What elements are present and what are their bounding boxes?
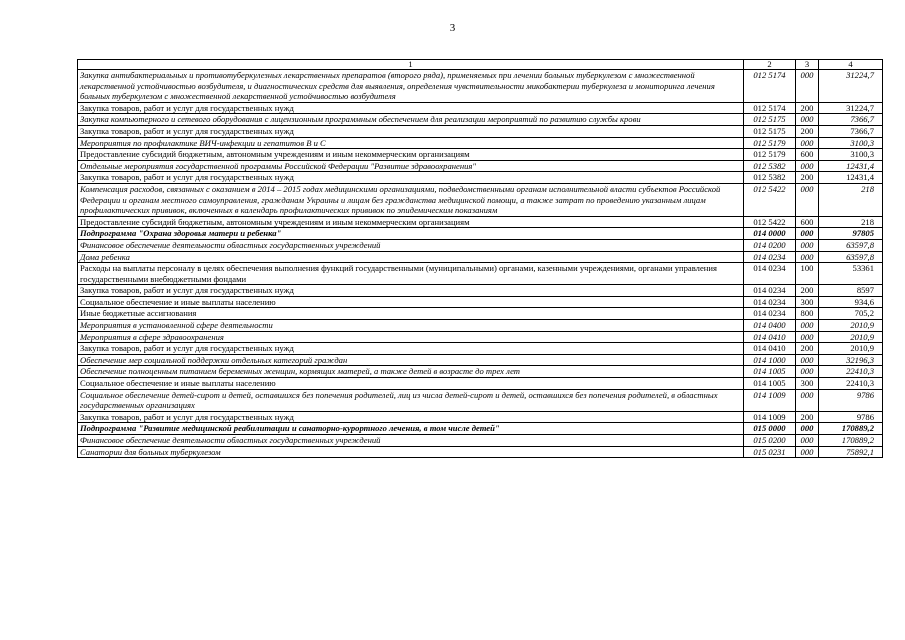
row-value: 53361 — [819, 263, 883, 285]
row-code: 014 1000 — [744, 354, 796, 366]
table-row — [78, 114, 883, 126]
row-type: 000 — [796, 160, 819, 172]
row-name: Обеспечение мер социальной поддержки отдельных категорий граждан — [78, 354, 744, 366]
row-code: 014 1009 — [744, 411, 796, 423]
row-value: 31224,7 — [819, 70, 883, 103]
table-row — [78, 423, 883, 435]
table-row — [78, 172, 883, 184]
row-type: 000 — [796, 446, 819, 458]
row-name: Предоставление субсидий бюджетным, автономным учреждениям и иным некоммерческим организациям — [78, 149, 744, 161]
row-name: Мероприятия в установленной сфере деятельности — [78, 320, 744, 332]
table-row — [78, 137, 883, 149]
table-row — [78, 343, 883, 355]
row-value: 3100,3 — [819, 137, 883, 149]
page-number: 3 — [449, 22, 456, 34]
row-name: Обеспечение полноценным питанием беременных женщин, кормящих матерей, а также детей в возрасте до трех лет — [78, 366, 744, 378]
table-row — [78, 251, 883, 263]
row-type: 200 — [796, 285, 819, 297]
row-code: 014 0000 — [744, 228, 796, 240]
table-row — [78, 228, 883, 240]
row-type: 000 — [796, 331, 819, 343]
row-type: 800 — [796, 308, 819, 320]
row-type: 200 — [796, 125, 819, 137]
row-type: 000 — [796, 239, 819, 251]
row-type: 000 — [796, 389, 819, 411]
row-value: 32196,3 — [819, 354, 883, 366]
row-name: Мероприятия в сфере здравоохранения — [78, 331, 744, 343]
row-code: 014 0234 — [744, 263, 796, 285]
row-name: Дома ребенка — [78, 251, 744, 263]
row-type: 300 — [796, 378, 819, 390]
row-name: Санатории для больных туберкулезом — [78, 446, 744, 458]
table-row — [78, 411, 883, 423]
row-code: 012 5179 — [744, 149, 796, 161]
row-type: 600 — [796, 216, 819, 228]
row-name: Компенсация расходов, связанных с оказанием в 2014 – 2015 годах медицинскими организациями, подведомственными органам исполнительной власти субъектов Российской Федерации и органам местного самоуправления, гражданам Украины и лицам без гражданства медицинской помощи, а также затрат по проведению указанным лицам профилактических прививок, включенных в календарь профилактических прививок по эпидемическим показаниям — [78, 183, 744, 216]
row-value: 97805 — [819, 228, 883, 240]
row-value: 218 — [819, 183, 883, 216]
header-col-1: 1 — [78, 60, 744, 70]
row-name: Социальное обеспечение и иные выплаты населению — [78, 378, 744, 390]
row-name: Закупка товаров, работ и услуг для государственных нужд — [78, 411, 744, 423]
row-value: 8597 — [819, 285, 883, 297]
row-type: 000 — [796, 366, 819, 378]
row-type: 200 — [796, 102, 819, 114]
row-value: 22410,3 — [819, 366, 883, 378]
row-name: Иные бюджетные ассигнования — [78, 308, 744, 320]
table-row — [78, 378, 883, 390]
table-row — [78, 102, 883, 114]
row-name: Социальное обеспечение и иные выплаты населению — [78, 296, 744, 308]
row-code: 014 0234 — [744, 308, 796, 320]
row-type: 000 — [796, 354, 819, 366]
row-name: Закупка компьютерного и сетевого оборудования с лицензионным программным обеспечением для реализации мероприятий по развитию службы крови — [78, 114, 744, 126]
row-name: Закупка товаров, работ и услуг для государственных нужд — [78, 125, 744, 137]
row-name: Закупка товаров, работ и услуг для государственных нужд — [78, 172, 744, 184]
row-code: 014 0234 — [744, 251, 796, 263]
row-value: 7366,7 — [819, 114, 883, 126]
table-row — [78, 125, 883, 137]
row-type: 000 — [796, 183, 819, 216]
table-row — [78, 285, 883, 297]
row-code: 014 0234 — [744, 285, 796, 297]
row-code: 012 5175 — [744, 125, 796, 137]
row-name: Закупка товаров, работ и услуг для государственных нужд — [78, 343, 744, 355]
row-type: 000 — [796, 70, 819, 103]
row-code: 014 0400 — [744, 320, 796, 332]
row-code: 014 0410 — [744, 343, 796, 355]
header-col-2: 2 — [744, 60, 796, 70]
row-value: 2010,9 — [819, 331, 883, 343]
table-row — [78, 183, 883, 216]
row-name: Закупка товаров, работ и услуг для государственных нужд — [78, 285, 744, 297]
row-code: 012 5382 — [744, 160, 796, 172]
row-type: 200 — [796, 343, 819, 355]
row-code: 015 0200 — [744, 435, 796, 447]
header-col-3: 3 — [796, 60, 819, 70]
row-value: 9786 — [819, 389, 883, 411]
row-type: 000 — [796, 228, 819, 240]
row-type: 100 — [796, 263, 819, 285]
table-row — [78, 296, 883, 308]
row-code: 015 0231 — [744, 446, 796, 458]
row-type: 000 — [796, 251, 819, 263]
row-value: 170889,2 — [819, 435, 883, 447]
row-value: 2010,9 — [819, 343, 883, 355]
row-value: 9786 — [819, 411, 883, 423]
row-type: 000 — [796, 320, 819, 332]
row-name: Подпрограмма "Развитие медицинской реабилитации и санаторно-курортного лечения, в том числе детей" — [78, 423, 744, 435]
row-value: 2010,9 — [819, 320, 883, 332]
row-type: 300 — [796, 296, 819, 308]
table-row — [78, 70, 883, 103]
row-code: 012 5174 — [744, 102, 796, 114]
row-code: 014 0410 — [744, 331, 796, 343]
row-value: 934,6 — [819, 296, 883, 308]
table-row — [78, 354, 883, 366]
row-value: 170889,2 — [819, 423, 883, 435]
row-type: 200 — [796, 411, 819, 423]
table-row — [78, 435, 883, 447]
row-name: Финансовое обеспечение деятельности областных государственных учреждений — [78, 239, 744, 251]
table-row — [78, 216, 883, 228]
row-name: Финансовое обеспечение деятельности областных государственных учреждений — [78, 435, 744, 447]
table-row — [78, 389, 883, 411]
row-name: Социальное обеспечение детей-сирот и детей, оставшихся без попечения родителей, лиц из числа детей-сирот и детей, оставшихся без попечения родителей, в областных государственных организациях — [78, 389, 744, 411]
table-row — [78, 308, 883, 320]
table-row — [78, 446, 883, 458]
table-row — [78, 263, 883, 285]
row-name: Подпрограмма "Охрана здоровья матери и ребенка" — [78, 228, 744, 240]
row-type: 000 — [796, 114, 819, 126]
row-name: Предоставление субсидий бюджетным, автономным учреждениям и иным некоммерческим организациям — [78, 216, 744, 228]
header-col-4: 4 — [819, 60, 883, 70]
row-value: 7366,7 — [819, 125, 883, 137]
row-type: 000 — [796, 423, 819, 435]
row-code: 012 5422 — [744, 216, 796, 228]
row-code: 014 1005 — [744, 366, 796, 378]
table-row — [78, 366, 883, 378]
table-row — [78, 149, 883, 161]
row-code: 012 5179 — [744, 137, 796, 149]
row-code: 014 0234 — [744, 296, 796, 308]
row-value: 63597,8 — [819, 251, 883, 263]
table-row — [78, 160, 883, 172]
row-value: 3100,3 — [819, 149, 883, 161]
table-row — [78, 239, 883, 251]
row-value: 218 — [819, 216, 883, 228]
row-type: 600 — [796, 149, 819, 161]
row-code: 012 5174 — [744, 70, 796, 103]
row-code: 014 1009 — [744, 389, 796, 411]
table-header-row — [78, 60, 883, 70]
row-value: 22410,3 — [819, 378, 883, 390]
row-name: Мероприятия по профилактике ВИЧ-инфекции и гепатитов В и С — [78, 137, 744, 149]
row-value: 12431,4 — [819, 172, 883, 184]
row-value: 31224,7 — [819, 102, 883, 114]
budget-table — [77, 59, 883, 458]
row-code: 014 0200 — [744, 239, 796, 251]
row-value: 63597,8 — [819, 239, 883, 251]
row-name: Закупка товаров, работ и услуг для государственных нужд — [78, 102, 744, 114]
row-type: 200 — [796, 172, 819, 184]
row-code: 012 5382 — [744, 172, 796, 184]
table-row — [78, 331, 883, 343]
row-code: 012 5422 — [744, 183, 796, 216]
row-code: 014 1005 — [744, 378, 796, 390]
row-value: 75892,1 — [819, 446, 883, 458]
row-value: 705,2 — [819, 308, 883, 320]
row-value: 12431,4 — [819, 160, 883, 172]
row-type: 000 — [796, 435, 819, 447]
row-code: 012 5175 — [744, 114, 796, 126]
row-name: Расходы на выплаты персоналу в целях обеспечения выполнения функций государственными (муниципальными) органами, казенными учреждениями, органами управления государственными внебюджетными фондами — [78, 263, 744, 285]
table-row — [78, 320, 883, 332]
row-code: 015 0000 — [744, 423, 796, 435]
row-name: Отдельные мероприятия государственной программы Российской Федерации "Развитие здравоохранения" — [78, 160, 744, 172]
row-name: Закупка антибактериальных и противотуберкулезных лекарственных препаратов (второго ряда), применяемых при лечении больных туберкулезом с множественной лекарственной устойчивостью возбудителя, и диагностических средств для выявления, определения чувствительности микобактерии туберкулеза и мониторинга лечения больных туберкулезом с множественной лекарственной устойчивостью возбудителя — [78, 70, 744, 103]
row-type: 000 — [796, 137, 819, 149]
